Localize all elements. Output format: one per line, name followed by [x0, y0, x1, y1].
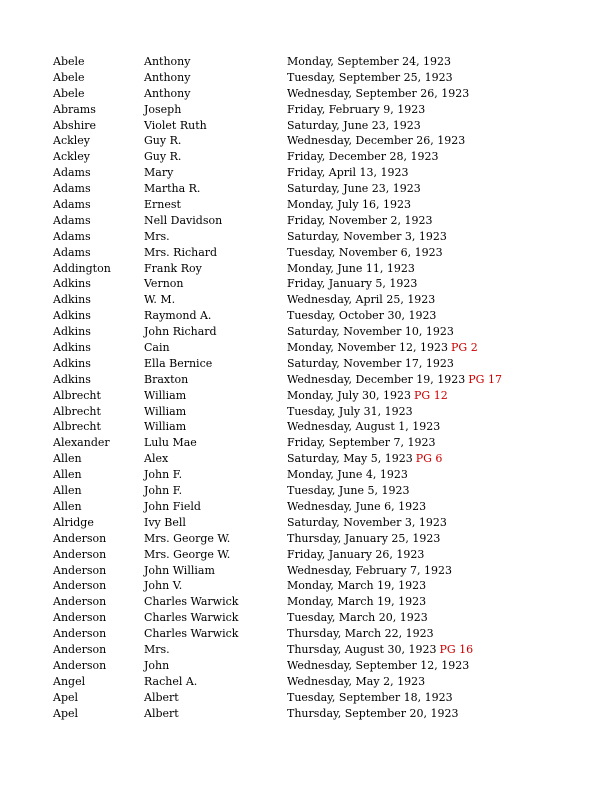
date: Wednesday, December 19, 1923	[287, 372, 466, 386]
date: Wednesday, April 25, 1923	[287, 293, 436, 307]
surname: Anderson	[53, 579, 107, 593]
surname: Adams	[53, 229, 91, 243]
given-name: Guy R.	[144, 150, 182, 164]
given-name: Vernon	[144, 277, 184, 291]
date-cell	[287, 197, 411, 213]
surname: Anderson	[53, 547, 107, 561]
date-cell	[287, 102, 425, 118]
date: Monday, July 30, 1923	[287, 388, 412, 402]
date-cell	[287, 149, 438, 165]
surname: Albrecht	[53, 420, 101, 434]
date-cell	[287, 483, 410, 499]
surname: Abele	[53, 70, 85, 84]
date-cell	[287, 181, 421, 197]
given-name: Anthony	[144, 70, 191, 84]
date-cell	[287, 499, 426, 515]
date-cell	[287, 515, 447, 531]
surname: Anderson	[53, 611, 107, 625]
date: Saturday, May 5, 1923	[287, 452, 413, 466]
date: Friday, February 9, 1923	[287, 102, 426, 116]
surname: Allen	[53, 484, 82, 498]
surname: Allen	[53, 452, 82, 466]
surname: Allen	[53, 499, 82, 513]
date-cell	[287, 292, 435, 308]
date: Wednesday, September 12, 1923	[287, 658, 470, 672]
date-cell	[287, 276, 417, 292]
given-name: John	[144, 658, 170, 672]
date-cell	[287, 578, 426, 594]
surname: Anderson	[53, 595, 107, 609]
given-name: Braxton	[144, 372, 189, 386]
date-cell	[287, 626, 434, 642]
date-cell	[287, 674, 425, 690]
surname: Anderson	[53, 642, 107, 656]
surname: Adkins	[53, 277, 91, 291]
date-cell	[287, 706, 459, 722]
given-name: John V.	[144, 579, 183, 593]
date: Friday, December 28, 1923	[287, 150, 439, 164]
date-cell	[287, 531, 440, 547]
date: Friday, January 5, 1923	[287, 277, 418, 291]
given-name: Alex	[144, 452, 169, 466]
surname: Anderson	[53, 658, 107, 672]
surname: Angel	[53, 674, 86, 688]
surname: Adams	[53, 166, 91, 180]
date: Thursday, January 25, 1923	[287, 531, 441, 545]
date-cell	[287, 642, 473, 658]
date: Friday, January 26, 1923	[287, 547, 425, 561]
given-name: John Richard	[144, 325, 217, 339]
date-cell	[287, 563, 452, 579]
page-reference: PG 12	[414, 388, 448, 402]
surname: Abele	[53, 55, 85, 68]
date: Wednesday, May 2, 1923	[287, 674, 426, 688]
date-cell	[287, 54, 451, 70]
date: Tuesday, July 31, 1923	[287, 404, 413, 418]
surname: Albrecht	[53, 404, 101, 418]
given-name: W. M.	[144, 293, 176, 307]
date: Friday, November 2, 1923	[287, 213, 433, 227]
date: Saturday, June 23, 1923	[287, 118, 421, 132]
given-name: Ella Bernice	[144, 356, 213, 370]
surname: Adams	[53, 245, 91, 259]
date: Tuesday, September 18, 1923	[287, 690, 453, 704]
date-cell	[287, 261, 415, 277]
date-cell	[287, 372, 502, 388]
date-cell	[287, 690, 453, 706]
date-cell	[287, 86, 469, 102]
given-name: Charles Warwick	[144, 595, 239, 609]
date: Wednesday, August 1, 1923	[287, 420, 441, 434]
surname: Albrecht	[53, 388, 101, 402]
surname: Adams	[53, 213, 91, 227]
surname: Adkins	[53, 325, 91, 339]
date: Monday, March 19, 1923	[287, 595, 427, 609]
given-name: Mrs.	[144, 229, 170, 243]
date-cell	[287, 356, 454, 372]
date-cell	[287, 308, 436, 324]
given-name: John F.	[144, 484, 183, 498]
date-cell	[287, 467, 408, 483]
date: Saturday, November 17, 1923	[287, 356, 454, 370]
date: Thursday, March 22, 1923	[287, 627, 434, 641]
surname: Adkins	[53, 293, 91, 307]
date: Wednesday, February 7, 1923	[287, 563, 452, 577]
given-name: Nell Davidson	[144, 213, 223, 227]
surname: Abele	[53, 86, 85, 100]
date: Wednesday, September 26, 1923	[287, 86, 470, 100]
surname: Abshire	[53, 118, 97, 132]
surname: Adkins	[53, 309, 91, 323]
surname: Abrams	[53, 102, 96, 116]
given-name: John F.	[144, 468, 183, 482]
date-cell	[287, 118, 421, 134]
given-name: Mary	[144, 166, 174, 180]
given-name: Lulu Mae	[144, 436, 197, 450]
date: Monday, July 16, 1923	[287, 198, 412, 212]
date: Friday, April 13, 1923	[287, 166, 409, 180]
date: Saturday, June 23, 1923	[287, 182, 421, 196]
surname: Adkins	[53, 341, 91, 355]
surname: Ackley	[53, 150, 91, 164]
date-cell	[287, 547, 424, 563]
date-cell	[287, 70, 453, 86]
date: Saturday, November 10, 1923	[287, 325, 454, 339]
date-cell	[287, 165, 409, 181]
given-name: Ivy Bell	[144, 515, 186, 529]
date: Monday, March 19, 1923	[287, 579, 427, 593]
date-cell	[287, 594, 426, 610]
date: Monday, September 24, 1923	[287, 55, 452, 68]
surname: Apel	[53, 690, 79, 704]
given-name: Violet Ruth	[144, 118, 207, 132]
surname: Alridge	[53, 515, 94, 529]
date: Wednesday, June 6, 1923	[287, 499, 427, 513]
given-name: Charles Warwick	[144, 627, 239, 641]
date-cell	[287, 133, 465, 149]
date-cell	[287, 658, 469, 674]
given-name: John William	[144, 563, 215, 577]
date: Monday, November 12, 1923	[287, 341, 449, 355]
given-name: William	[144, 404, 187, 418]
given-name: Frank Roy	[144, 261, 202, 275]
given-name: Charles Warwick	[144, 611, 239, 625]
given-name: Anthony	[144, 86, 191, 100]
page-reference: PG 17	[468, 372, 502, 386]
date-cell	[287, 340, 478, 356]
date-cell	[287, 610, 428, 626]
given-name: William	[144, 388, 187, 402]
page-reference: PG 6	[415, 452, 443, 466]
surname: Allen	[53, 468, 82, 482]
date: Tuesday, March 20, 1923	[287, 611, 428, 625]
given-name: Albert	[144, 706, 179, 720]
given-name: Mrs. Richard	[144, 245, 218, 259]
date-cell	[287, 451, 442, 467]
date: Tuesday, September 25, 1923	[287, 70, 453, 84]
surname: Apel	[53, 706, 79, 720]
surname: Anderson	[53, 563, 107, 577]
given-name: William	[144, 420, 187, 434]
date-cell	[287, 245, 443, 261]
page-reference: PG 2	[451, 341, 478, 355]
date: Saturday, November 3, 1923	[287, 515, 447, 529]
date: Monday, June 4, 1923	[287, 468, 408, 482]
date: Thursday, September 20, 1923	[287, 706, 459, 720]
given-name: Joseph	[144, 102, 182, 116]
date: Tuesday, November 6, 1923	[287, 245, 443, 259]
given-name: Mrs. George W.	[144, 547, 231, 561]
surname: Anderson	[53, 627, 107, 641]
given-name: Ernest	[144, 198, 181, 212]
surname: Ackley	[53, 134, 91, 148]
date-cell	[287, 419, 440, 435]
date: Saturday, November 3, 1923	[287, 229, 447, 243]
surname: Alexander	[53, 436, 110, 450]
given-name: Mrs.	[144, 642, 170, 656]
surname: Adams	[53, 182, 91, 196]
date: Monday, June 11, 1923	[287, 261, 415, 275]
date-cell	[287, 324, 454, 340]
surname: Adkins	[53, 356, 91, 370]
date-cell	[287, 435, 436, 451]
given-name: Rachel A.	[144, 674, 198, 688]
page-reference: PG 16	[439, 642, 474, 656]
given-name: Martha R.	[144, 182, 201, 196]
date: Tuesday, June 5, 1923	[287, 484, 410, 498]
surname: Addington	[53, 261, 111, 275]
date-cell	[287, 388, 448, 404]
given-name: John Field	[144, 499, 201, 513]
date-cell	[287, 404, 413, 420]
date: Tuesday, October 30, 1923	[287, 309, 437, 323]
given-name: Guy R.	[144, 134, 182, 148]
given-name: Albert	[144, 690, 179, 704]
surname: Anderson	[53, 531, 107, 545]
date: Wednesday, December 26, 1923	[287, 134, 466, 148]
date-cell	[287, 213, 432, 229]
given-name: Cain	[144, 341, 170, 355]
surname: Adkins	[53, 372, 91, 386]
date-cell	[287, 229, 447, 245]
date: Thursday, August 30, 1923	[287, 642, 437, 656]
given-name: Raymond A.	[144, 309, 212, 323]
date: Friday, September 7, 1923	[287, 436, 436, 450]
given-name: Mrs. George W.	[144, 531, 231, 545]
surname: Adams	[53, 198, 91, 212]
given-name: Anthony	[144, 55, 191, 68]
